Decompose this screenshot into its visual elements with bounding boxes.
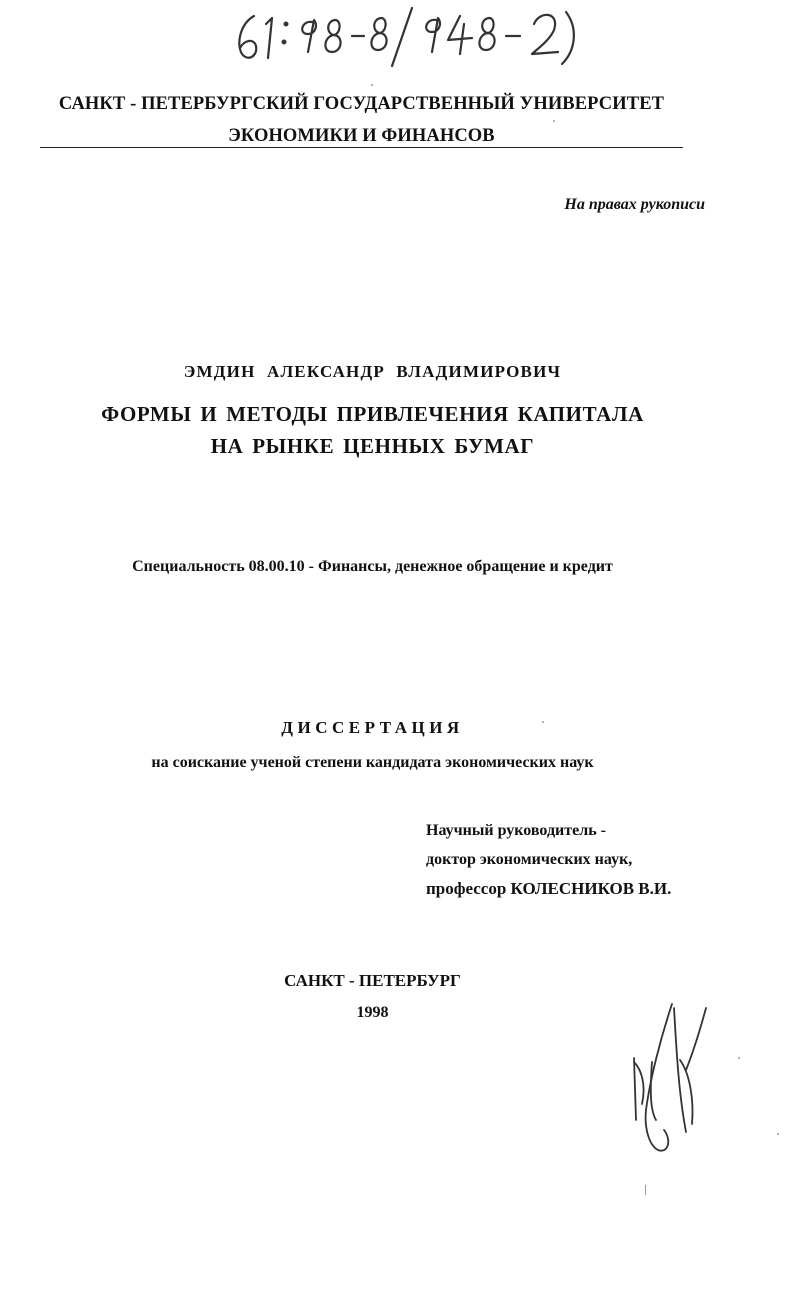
scan-speck: [553, 120, 555, 122]
handwritten-catalog-number: [228, 2, 588, 72]
scan-speck: [777, 1133, 779, 1135]
scan-speck: [645, 1185, 646, 1195]
scan-speck: [371, 84, 373, 86]
scan-speck: [738, 1057, 740, 1059]
supervisor-label: Научный руководитель -: [426, 822, 606, 839]
document-type: ДИССЕРТАЦИЯ: [281, 718, 464, 737]
author-name: ЭМДИН АЛЕКСАНДР ВЛАДИМИРОВИЧ: [183, 362, 562, 381]
author-signature: [620, 1000, 730, 1170]
city: САНКТ - ПЕТЕРБУРГ: [284, 971, 461, 990]
university-name-line2: ЭКОНОМИКИ И ФИНАНСОВ: [228, 126, 495, 146]
degree-line: на соискание ученой степени кандидата экономических наук: [151, 754, 594, 771]
university-name-line1: САНКТ - ПЕТЕРБУРГСКИЙ ГОСУДАРСТВЕННЫЙ УНИВЕРСИТЕТ: [58, 94, 665, 114]
dissertation-title-line2: НА РЫНКЕ ЦЕННЫХ БУМАГ: [210, 434, 535, 458]
header-rule: [40, 147, 683, 148]
specialty-line: Специальность 08.00.10 - Финансы, денежное обращение и кредит: [132, 558, 613, 575]
scan-speck: [542, 721, 544, 723]
year: 1998: [356, 1004, 389, 1021]
dissertation-title-line1: ФОРМЫ И МЕТОДЫ ПРИВЛЕЧЕНИЯ КАПИТАЛА: [101, 402, 644, 426]
manuscript-rights-note: На правах рукописи: [564, 196, 705, 213]
supervisor-name: профессор КОЛЕСНИКОВ В.И.: [426, 879, 672, 898]
supervisor-degree: доктор экономических наук,: [426, 851, 633, 868]
